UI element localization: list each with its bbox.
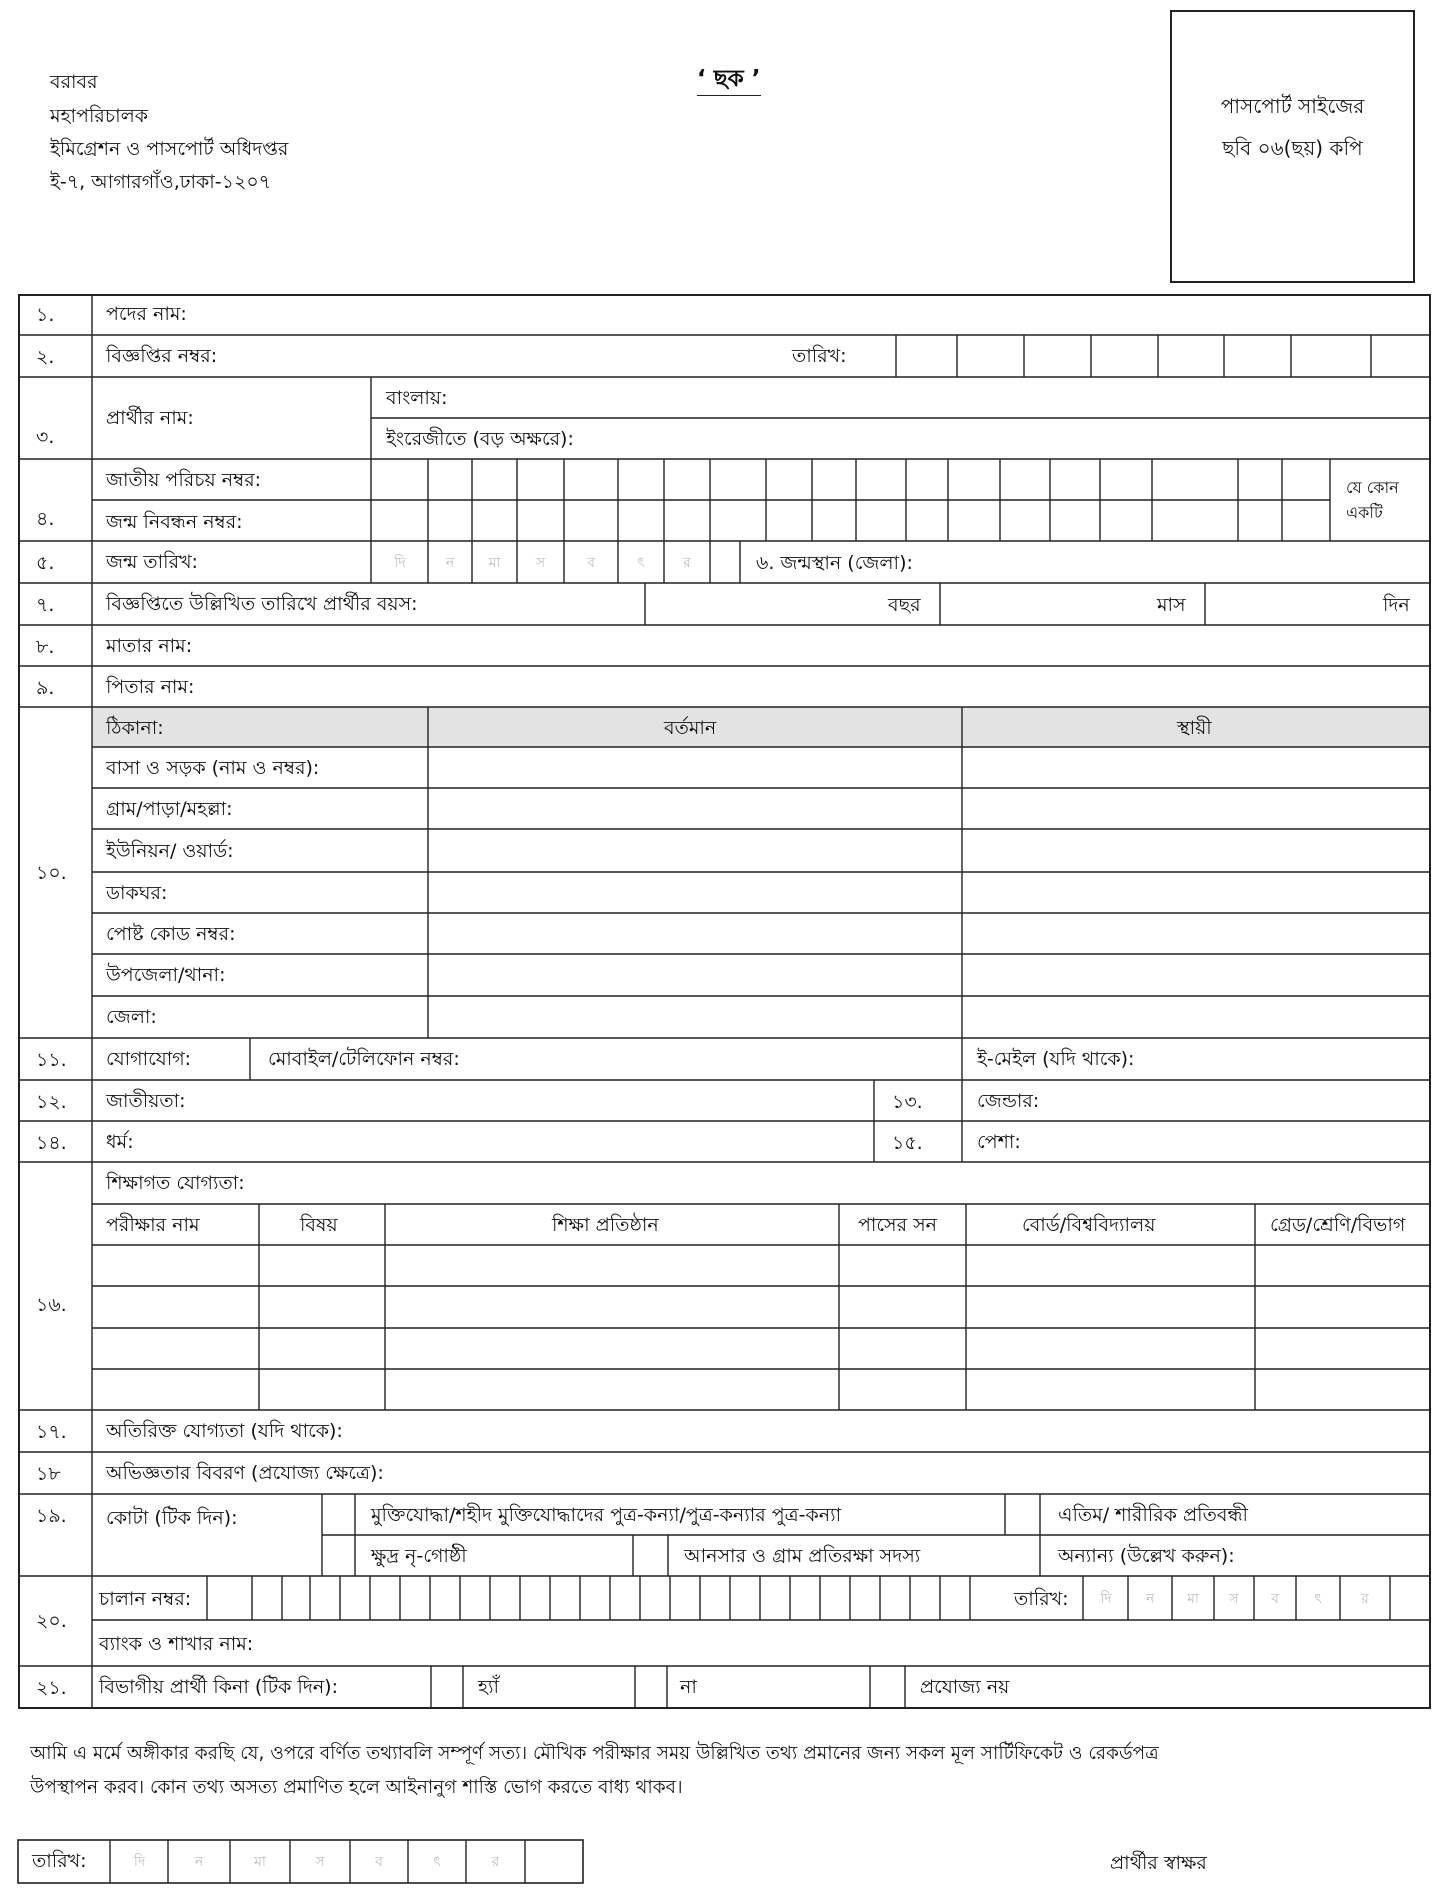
quota-freedom-fighter-checkbox[interactable] xyxy=(323,1495,354,1534)
date-hint: ব xyxy=(587,555,595,571)
departmental-no-label: না xyxy=(680,1676,697,1698)
address-item-post-code: পোষ্ট কোড নম্বর: xyxy=(106,923,236,945)
age-label: বিজ্ঞপ্তিতে উল্লিখিত তারিখে প্রার্থীর বয়স: xyxy=(106,593,418,615)
address-item-upazila: উপজেলা/থানা: xyxy=(106,964,226,986)
challan-number-label: চালান নম্বর: xyxy=(99,1588,192,1610)
challan-date-label: তারিখ: xyxy=(1014,1588,1069,1610)
bank-branch-field[interactable] xyxy=(290,1621,1425,1665)
row-number: ১০. xyxy=(36,862,67,884)
edu-col-grade: গ্রেড/শ্রেণি/বিভাগ xyxy=(1270,1214,1406,1236)
date-hint: মা xyxy=(254,1854,266,1870)
additional-qualification-field[interactable] xyxy=(380,1411,1425,1451)
name-english-label: ইংরেজীতে (বড় অক্ষরে): xyxy=(386,428,574,450)
address-item-village: গ্রাম/পাড়া/মহল্লা: xyxy=(106,798,233,820)
row-number: ২. xyxy=(36,346,55,368)
date-hint: মা xyxy=(1187,1591,1199,1607)
circular-number-label: বিজ্ঞপ্তির নম্বর: xyxy=(106,345,218,367)
date-hint: র xyxy=(683,555,691,571)
date-hint: ৎ xyxy=(1314,1591,1322,1607)
candidate-signature-area[interactable] xyxy=(1060,1795,1360,1850)
date-hint: ন xyxy=(1145,1591,1155,1607)
name-bangla-field[interactable] xyxy=(480,378,1425,417)
footer-date-label: তারিখ: xyxy=(32,1850,87,1872)
nid-digit-boxes[interactable] xyxy=(372,460,1330,499)
education-label: শিক্ষাগত যোগ্যতা: xyxy=(106,1172,245,1194)
birthplace-field[interactable] xyxy=(945,542,1425,582)
row-number: ১১. xyxy=(36,1049,67,1071)
quota-ansar-label: আনসার ও গ্রাম প্রতিরক্ষা সদস্য xyxy=(684,1545,921,1567)
nid-label: জাতীয় পরিচয় নম্বর: xyxy=(106,469,262,491)
date-hint: ৎ xyxy=(433,1854,441,1870)
age-year-label: বছর xyxy=(888,594,921,616)
date-hint: ব xyxy=(1271,1591,1279,1607)
quota-freedom-fighter-label: মুক্তিযোদ্ধা/শহীদ মুক্তিযোদ্ধাদের পুত্র-কন্যা/পুত্র-কন্যার পুত্র-কন্যা xyxy=(371,1504,842,1526)
email-label: ই-মেইল (যদি থাকে): xyxy=(977,1048,1135,1070)
row-number: ৮. xyxy=(36,636,55,658)
address-item-post-office: ডাকঘর: xyxy=(106,882,168,904)
post-name-label: পদের নাম: xyxy=(106,303,187,325)
edu-col-institution: শিক্ষা প্রতিষ্ঠান xyxy=(552,1214,659,1236)
experience-field[interactable] xyxy=(420,1453,1425,1493)
departmental-label: বিভাগীয় প্রার্থী কিনা (টিক দিন): xyxy=(99,1676,338,1698)
bank-branch-label: ব্যাংক ও শাখার নাম: xyxy=(99,1633,254,1655)
occupation-label: পেশা: xyxy=(977,1131,1021,1153)
gender-field[interactable] xyxy=(1060,1081,1425,1120)
father-name-field[interactable] xyxy=(220,667,1425,706)
row-number: ১. xyxy=(36,304,55,326)
address-line: বরাবর xyxy=(50,71,98,93)
date-hint: র xyxy=(491,1854,500,1870)
date-hint: ন xyxy=(194,1854,204,1870)
birth-reg-digit-boxes[interactable] xyxy=(372,501,1330,540)
date-hint: মা xyxy=(488,555,501,571)
permanent-address-fields[interactable] xyxy=(963,748,1429,1037)
address-item-district: জেলা: xyxy=(106,1006,157,1028)
either-one-note: যে কোন xyxy=(1346,478,1399,497)
departmental-yes-label: হ্যাঁ xyxy=(478,1676,500,1698)
edu-col-subject: বিষয় xyxy=(300,1214,338,1236)
challan-date-boxes[interactable] xyxy=(1084,1577,1390,1619)
row-number: ৪. xyxy=(36,508,55,530)
photo-box-line: পাসপোর্ট সাইজের xyxy=(1220,94,1365,118)
declaration-line: আমি এ মর্মে অঙ্গীকার করছি যে, ওপরে বর্ণিত তথ্যাবলি সম্পূর্ণ সত্য। মৌখিক পরীক্ষার সময় উল্লিখিত তথ্য প্রমানের জন্য সকল মূল সার্টিফিকেট ও রেকর্ডপত্র xyxy=(30,1743,1159,1764)
candidate-signature-label: প্রার্থীর স্বাক্ষর xyxy=(1110,1852,1207,1874)
name-english-field[interactable] xyxy=(610,419,1425,458)
experience-label: অভিজ্ঞতার বিবরণ (প্রযোজ্য ক্ষেত্রে): xyxy=(106,1462,384,1484)
present-address-header: বর্তমান xyxy=(664,717,717,739)
row-number: ১৭. xyxy=(36,1421,67,1443)
date-hint: দি xyxy=(394,555,406,571)
mother-name-label: মাতার নাম: xyxy=(106,635,193,657)
father-name-label: পিতার নাম: xyxy=(106,676,195,698)
present-address-fields[interactable] xyxy=(429,748,961,1037)
email-field[interactable] xyxy=(1170,1039,1425,1079)
footer-date-boxes[interactable] xyxy=(111,1841,582,1882)
address-item-union: ইউনিয়ন/ ওয়ার্ড: xyxy=(106,840,234,862)
form-title: ‘ ছক ’ xyxy=(697,68,761,96)
departmental-na-checkbox[interactable] xyxy=(871,1667,904,1707)
row-number: ১৫. xyxy=(892,1132,923,1154)
date-hint: ব xyxy=(375,1854,383,1870)
nationality-label: জাতীয়তা: xyxy=(106,1090,186,1112)
edu-col-pass-year: পাসের সন xyxy=(858,1214,937,1236)
row-number: ১৩. xyxy=(892,1091,923,1113)
age-month-field[interactable] xyxy=(941,584,1151,624)
nationality-field[interactable] xyxy=(210,1081,870,1120)
education-entry-rows[interactable] xyxy=(93,1246,1429,1409)
edu-col-board: বোর্ড/বিশ্ববিদ্যালয় xyxy=(1022,1214,1156,1236)
either-one-note: একটি xyxy=(1346,503,1383,522)
challan-number-boxes[interactable] xyxy=(208,1577,970,1619)
mother-name-field[interactable] xyxy=(220,626,1425,665)
date-hint: র xyxy=(1361,1591,1369,1607)
date-hint: স xyxy=(1229,1591,1239,1607)
row-number: ১৮ xyxy=(36,1463,61,1485)
row-number: ১৪. xyxy=(36,1132,67,1154)
address-item-house: বাসা ও সড়ক (নাম ও নম্বর): xyxy=(106,757,320,779)
quota-ethnic-checkbox[interactable] xyxy=(323,1536,354,1575)
row-number: ৫. xyxy=(36,552,55,574)
occupation-field[interactable] xyxy=(1050,1122,1425,1161)
age-day-label: দিন xyxy=(1383,594,1410,616)
quota-ethnic-label: ক্ষুদ্র নৃ-গোষ্ঠী xyxy=(371,1545,467,1567)
row-number: ২১. xyxy=(36,1677,67,1699)
address-line: ইমিগ্রেশন ও পাসপোর্ট অধিদপ্তর xyxy=(50,138,289,160)
quota-orphan-checkbox[interactable] xyxy=(1006,1495,1039,1534)
additional-qualification-label: অতিরিক্ত যোগ্যতা (যদি থাকে): xyxy=(106,1420,343,1442)
circular-date-label: তারিখ: xyxy=(792,345,847,367)
name-bangla-label: বাংলায়: xyxy=(386,387,448,409)
candidate-name-label: প্রার্থীর নাম: xyxy=(106,407,194,429)
age-year-field[interactable] xyxy=(646,584,881,624)
contact-label: যোগাযোগ: xyxy=(106,1048,192,1070)
date-hint: দি xyxy=(133,1854,146,1870)
date-hint: দি xyxy=(1100,1591,1112,1607)
religion-field[interactable] xyxy=(180,1122,870,1161)
date-hint: স xyxy=(315,1854,325,1870)
birthplace-label: ৬. জন্মস্থান (জেলা): xyxy=(756,552,913,574)
gender-label: জেন্ডার: xyxy=(977,1090,1040,1112)
row-number: ১৯. xyxy=(36,1505,67,1527)
declaration-line: উপস্থাপন করব। কোন তথ্য অসত্য প্রমাণিত হলে আইনানুগ শাস্তি ভোগ করতে বাধ্য থাকব। xyxy=(30,1777,683,1798)
row-number: ২০. xyxy=(36,1610,67,1632)
row-number: ৩. xyxy=(36,426,55,448)
circular-date-boxes[interactable] xyxy=(897,336,1429,376)
age-day-field[interactable] xyxy=(1206,584,1376,624)
row-number: ৭. xyxy=(36,594,55,616)
quota-orphan-label: এতিম/ শারীরিক প্রতিবন্ধী xyxy=(1058,1504,1248,1526)
row-number: ১৬. xyxy=(36,1294,67,1316)
mobile-label: মোবাইল/টেলিফোন নম্বর: xyxy=(268,1048,460,1070)
date-hint: স xyxy=(535,555,546,571)
edu-col-exam: পরীক্ষার নাম xyxy=(106,1214,200,1236)
quota-ansar-checkbox[interactable] xyxy=(634,1536,667,1575)
date-hint: ন xyxy=(445,555,455,571)
departmental-na-label: প্রযোজ্য নয় xyxy=(920,1676,1010,1698)
row-number: ১২. xyxy=(36,1091,67,1113)
circular-number-field[interactable] xyxy=(300,336,780,376)
dob-label: জন্ম তারিখ: xyxy=(106,551,198,573)
quota-other-checkbox[interactable] xyxy=(1006,1536,1039,1575)
date-hint: ৎ xyxy=(637,555,645,571)
photo-box-line: ছবি ০৬(ছয়) কপি xyxy=(1222,136,1363,160)
address-line: মহাপরিচালক xyxy=(50,105,149,127)
quota-label: কোটা (টিক দিন): xyxy=(106,1507,238,1529)
row-number: ৯. xyxy=(36,677,55,699)
religion-label: ধর্ম: xyxy=(106,1131,134,1153)
address-line: ই-৭, আগারগাঁও,ঢাকা-১২০৭ xyxy=(50,171,272,193)
post-name-field[interactable] xyxy=(330,296,1425,334)
address-label: ঠিকানা: xyxy=(106,717,164,739)
mobile-field[interactable] xyxy=(500,1039,960,1079)
departmental-no-checkbox[interactable] xyxy=(636,1667,666,1707)
departmental-yes-checkbox[interactable] xyxy=(432,1667,462,1707)
permanent-address-header: স্থায়ী xyxy=(1177,717,1212,739)
age-month-label: মাস xyxy=(1157,594,1186,616)
birth-reg-label: জন্ম নিবন্ধন নম্বর: xyxy=(106,511,243,533)
quota-other-label: অন্যান্য (উল্লেখ করুন): xyxy=(1058,1545,1235,1567)
dob-boxes[interactable] xyxy=(372,542,710,582)
